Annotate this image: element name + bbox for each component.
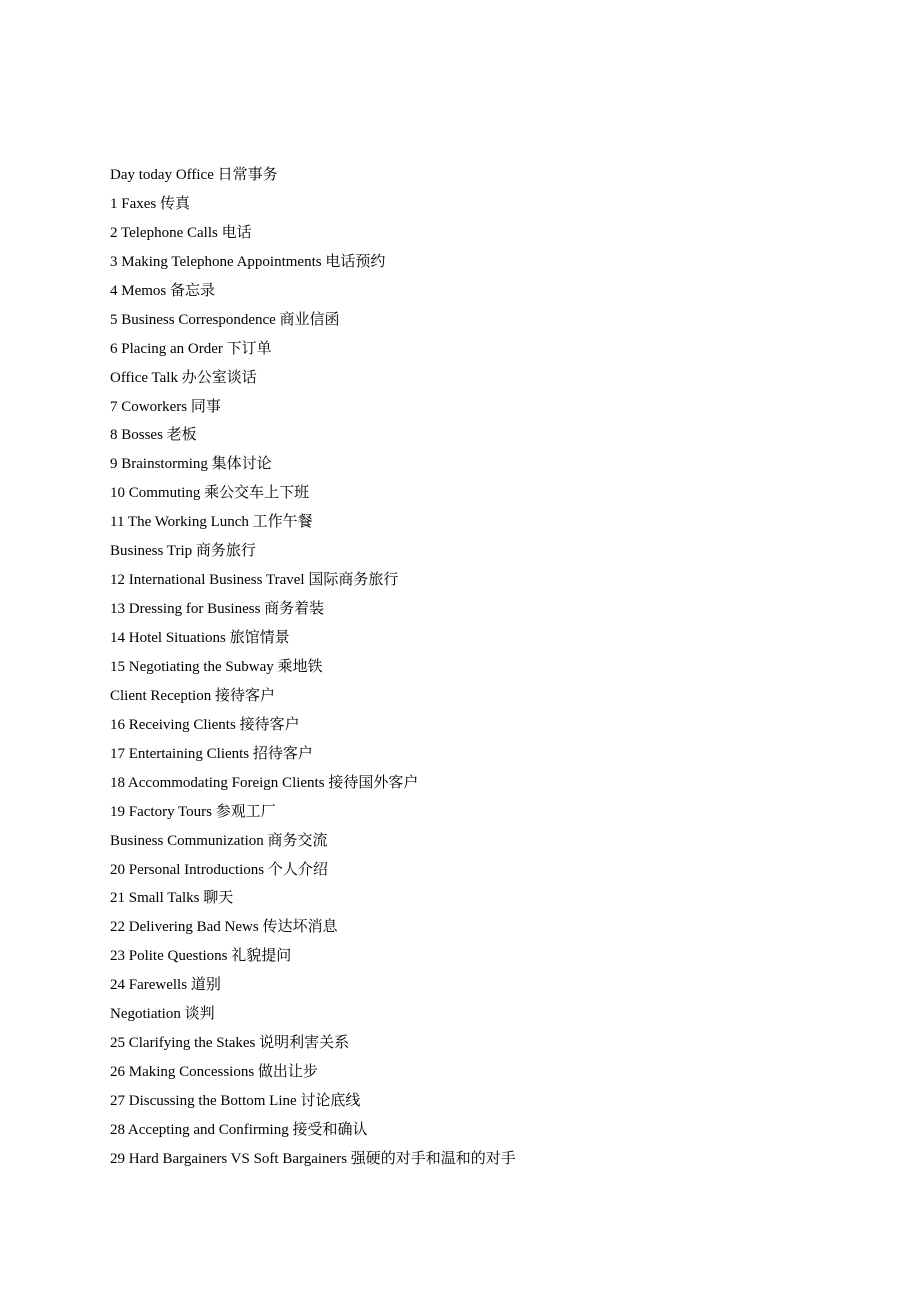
list-item: 3 Making Telephone Appointments 电话预约: [110, 253, 386, 270]
section-heading-client-reception: Client Reception 接待客户: [110, 687, 275, 704]
list-item: 15 Negotiating the Subway 乘地铁: [110, 658, 323, 675]
section-heading-negotiation: Negotiation 谈判: [110, 1006, 215, 1023]
list-item: 13 Dressing for Business 商务着装: [110, 601, 325, 618]
section-heading-business-communization: Business Communization 商务交流: [110, 832, 328, 849]
list-item: 6 Placing an Order 下订单: [110, 340, 272, 357]
list-item: 29 Hard Bargainers VS Soft Bargainers 强硬的对手和温和的对手: [110, 1150, 516, 1167]
list-item: 18 Accommodating Foreign Clients 接待国外客户: [110, 774, 419, 791]
list-item: 25 Clarifying the Stakes 说明利害关系: [110, 1035, 350, 1052]
list-item: 2 Telephone Calls 电话: [110, 224, 252, 241]
list-item: 24 Farewells 道别: [110, 977, 221, 994]
list-item: 14 Hotel Situations 旅馆情景: [110, 630, 290, 646]
list-item: 4 Memos 备忘录: [110, 282, 216, 299]
section-heading-day-today-office: Day today Office 日常事务: [110, 167, 278, 183]
list-item: 28 Accepting and Confirming 接受和确认: [110, 1121, 368, 1138]
list-item: 7 Coworkers 同事: [110, 398, 221, 415]
list-item: 1 Faxes 传真: [110, 195, 190, 212]
list-item: 11 The Working Lunch 工作午餐: [110, 514, 313, 531]
list-item: 23 Polite Questions 礼貌提问: [110, 948, 292, 965]
list-item: 17 Entertaining Clients 招待客户: [110, 745, 313, 762]
list-item: 12 International Business Travel 国际商务旅行: [110, 572, 399, 589]
list-item: 27 Discussing the Bottom Line 讨论底线: [110, 1093, 361, 1109]
list-item: 19 Factory Tours 参观工厂: [110, 803, 276, 820]
list-item: 8 Bosses 老板: [110, 427, 197, 444]
list-item: 21 Small Talks 聊天: [110, 890, 234, 907]
section-heading-office-talk: Office Talk 办公室谈话: [110, 369, 257, 386]
list-item: 9 Brainstorming 集体讨论: [110, 456, 272, 473]
list-item: 26 Making Concessions 做出让步: [110, 1064, 318, 1081]
list-item: 22 Delivering Bad News 传达坏消息: [110, 919, 338, 936]
list-item: 16 Receiving Clients 接待客户: [110, 716, 300, 733]
section-heading-business-trip: Business Trip 商务旅行: [110, 543, 256, 560]
document-page: [110, 161, 870, 1174]
list-item: 20 Personal Introductions 个人介绍: [110, 861, 328, 878]
list-item: 5 Business Correspondence 商业信函: [110, 311, 340, 328]
list-item: 10 Commuting 乘公交车上下班: [110, 485, 310, 502]
